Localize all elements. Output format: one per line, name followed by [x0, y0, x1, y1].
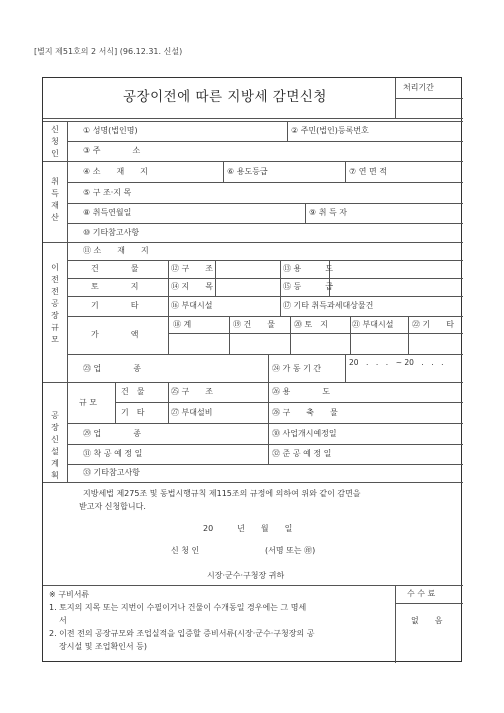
- applicant-name-label: ① 성명(법인명): [83, 126, 138, 135]
- pre-move-business-label: ㉓ 업 종: [83, 364, 141, 373]
- doc1-line-1: 1. 토지의 지목 또는 지번이 수필이거나 건물이 수개동일 경우에는 그 명세: [49, 603, 307, 612]
- acquired-use-grade-label: ⑥ 용도등급: [227, 167, 268, 176]
- new-plan-finish-label: ㉜ 준 공 예 정 일: [272, 449, 332, 458]
- pre-move-structure-label: ⑫ 구 조: [171, 264, 213, 273]
- form-title: 공장이전에 따른 지방세 감면신청: [123, 89, 327, 105]
- statement-line-2: 받고자 신청합니다.: [79, 502, 146, 511]
- pre-move-land-label: 토 지: [91, 282, 139, 291]
- doc2-line-2: 장시설 및 조업확인서 등): [59, 642, 148, 651]
- applicant-address-label: ③ 주 소: [83, 146, 141, 155]
- acquired-location-label: ④ 소 재 지: [83, 167, 148, 176]
- new-plan-annex-label: ㉗ 부대설비: [171, 408, 213, 417]
- fee-value: 없 음: [411, 616, 443, 625]
- pre-move-building-label: 건 물: [91, 264, 139, 273]
- date-line: 20 년 월 일: [203, 524, 293, 533]
- docs-header: ※ 구비서류: [49, 590, 90, 599]
- price-col-annex: ㉑ 부대시설: [352, 320, 394, 329]
- new-plan-scale-label: 규 모: [79, 398, 97, 407]
- new-plan-section-label: 공장신설계획: [51, 411, 59, 480]
- applicant-id-label: ② 주민(법인)등록번호: [291, 126, 369, 135]
- pre-move-price-label: 가 액: [91, 330, 139, 339]
- new-plan-business-label: ㉙ 업 종: [83, 429, 141, 438]
- processing-period-label: 처리기간: [403, 83, 434, 92]
- applicant-section-label: 신청인: [51, 125, 59, 158]
- pre-move-use-label: ⑬ 용 도: [283, 264, 333, 273]
- new-plan-use-label: ㉖ 용 도: [272, 387, 330, 396]
- price-col-building: ⑲ 건 물: [233, 320, 275, 329]
- price-col-land: ⑳ 토 지: [294, 320, 328, 329]
- new-plan-structure-label: ㉕ 구 조: [171, 387, 213, 396]
- new-plan-other-label: ㉝ 기타참고사항: [83, 468, 140, 477]
- new-plan-etc-label: 기 타: [121, 408, 145, 417]
- pre-move-jimok-label: ⑭ 지 목: [171, 282, 213, 291]
- new-plan-start-label: ㉛ 착 공 예 정 일: [83, 449, 143, 458]
- pre-move-etc-label: 기 타: [91, 301, 139, 310]
- signature-note: (서명 또는 ㊞): [265, 546, 316, 555]
- pre-move-annex-label: ⑯ 부대시설: [171, 301, 213, 310]
- signer-label: 신 청 인: [171, 546, 200, 555]
- fee-label: 수 수 료: [407, 589, 436, 598]
- price-col-etc: ㉒ 기 타: [412, 320, 454, 329]
- pre-move-location-label: ⑪ 소 재 지: [83, 246, 149, 255]
- statement-line-1: 지방세법 제275조 및 동법시행규칙 제115조의 규정에 의하여 위와 같이 감면을: [83, 489, 361, 498]
- acquired-date-label: ⑧ 취득연월일: [83, 208, 132, 217]
- acquired-structure-label: ⑤ 구 조·지 목: [83, 188, 132, 197]
- pre-move-section-label: 이전전공장규모: [51, 263, 59, 344]
- new-plan-op-start-label: ㉚ 사업개시예정일: [272, 429, 337, 438]
- pre-move-op-period-label: ㉔ 가 동 기 간: [272, 364, 322, 373]
- new-plan-build-method-label: ㉘ 구 축 물: [272, 408, 338, 417]
- pre-move-grade-label: ⑮ 등 급: [283, 282, 333, 291]
- doc2-line-1: 2. 이전 전의 공장규모와 조업실적을 입증할 증비서류(시장·군수·구청장의 공: [49, 629, 315, 638]
- acquired-area-label: ⑦ 연 면 적: [349, 167, 387, 176]
- application-form: [42, 77, 462, 662]
- pre-move-other-taxable-label: ⑰ 기타 취득과세대상물건: [283, 301, 374, 310]
- acquired-other-label: ⑩ 기타참고사항: [83, 228, 140, 237]
- price-col-total: ⑱ 계: [173, 320, 192, 329]
- acquired-section-label: 취득재산: [51, 177, 59, 222]
- new-plan-building-label: 건 물: [121, 387, 145, 396]
- form-reference: [별지 제51호의 2 서식] (96.12.31. 신설): [34, 47, 183, 56]
- doc1-line-2: 서: [59, 616, 67, 625]
- acquirer-label: ⑨ 취 득 자: [309, 208, 347, 217]
- op-period-value: 20 . . . ~ 20 . . .: [349, 358, 444, 367]
- recipient-label: 시장·군수·구청장 귀하: [207, 571, 285, 580]
